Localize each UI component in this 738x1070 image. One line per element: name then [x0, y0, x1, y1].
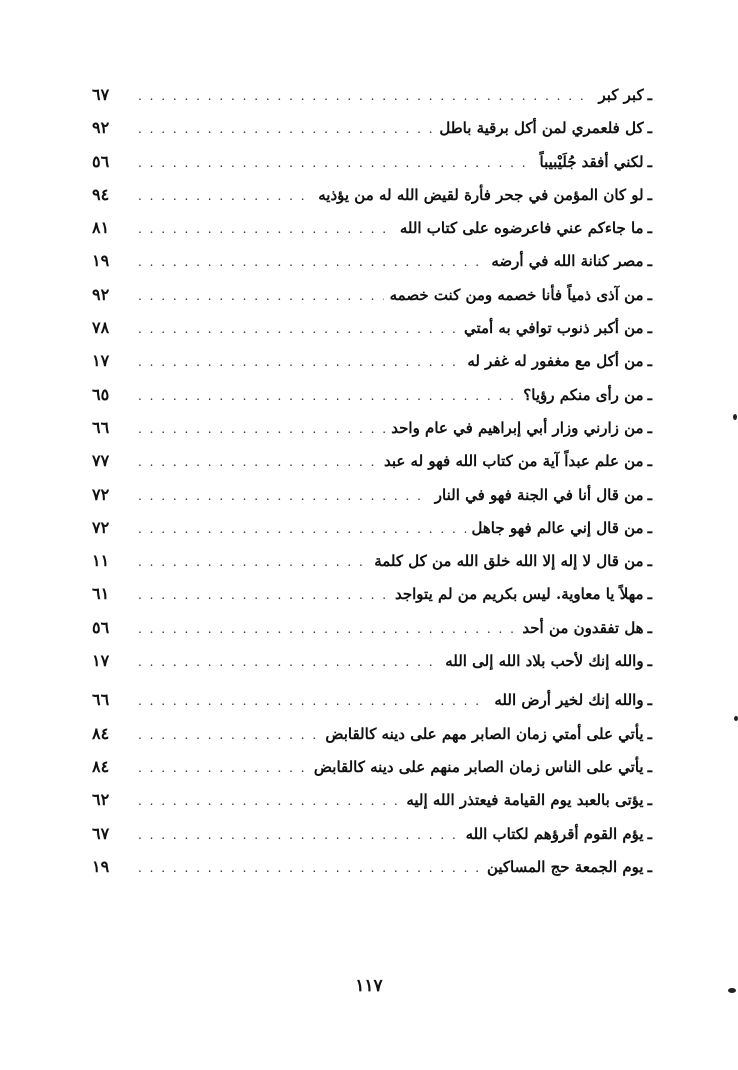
entry-page-number: ٩٢ [92, 284, 110, 304]
entry-page-number: ٦٧ [92, 823, 110, 843]
entry-page-number: ١٩ [92, 856, 110, 876]
dot-leader [138, 346, 461, 379]
dot-leader [138, 752, 308, 785]
entry-dash: ـ [647, 552, 652, 571]
entry-page-number: ٧٢ [92, 484, 110, 504]
entry-page-number: ١١ [92, 551, 110, 571]
dot-leader [138, 480, 429, 513]
index-entry [92, 783, 652, 816]
hadith-index-list [92, 78, 652, 883]
entry-title: والله إنك لخير أرض الله [494, 691, 644, 710]
index-entry [92, 278, 652, 311]
index-entry [92, 644, 652, 677]
entry-title: والله إنك لأحب بلاد الله إلى الله [445, 652, 644, 671]
entry-page-number: ٧٨ [92, 318, 110, 338]
index-entry [92, 511, 652, 544]
entry-page-number: ٥٦ [92, 151, 110, 171]
index-entry [92, 378, 652, 411]
dot-leader [138, 613, 516, 646]
entry-dash: ـ [647, 152, 652, 171]
entry-page-number: ٨١ [92, 218, 110, 238]
scan-speck [733, 414, 737, 420]
entry-dash: ـ [647, 691, 652, 710]
dot-leader [138, 446, 378, 479]
index-entry [92, 211, 652, 244]
entry-dash: ـ [647, 791, 652, 810]
entry-title: من علم عبداً آية من كتاب الله فهو له عبد [383, 452, 644, 471]
entry-title: من آذى ذمياً فأنا خصمه ومن كنت خصمه [389, 285, 644, 304]
index-entry [92, 817, 652, 850]
entry-dash: ـ [647, 757, 652, 776]
index-entry [92, 444, 652, 477]
entry-page-number: ١٧ [92, 651, 110, 671]
dot-leader [138, 180, 312, 213]
entry-title: يأتي على الناس زمان الصابر منهم على دينه كالقابض [313, 757, 644, 776]
entry-title: لكني أفقد جُلَيْبيباً [539, 152, 644, 171]
entry-title: من أكبر ذنوب توافي به أمتي [463, 319, 644, 338]
entry-dash: ـ [647, 385, 652, 404]
index-entry [92, 78, 652, 111]
index-entry [92, 750, 652, 783]
entry-title: من قال لا إله إلا الله خلق الله من كل كلمة [374, 552, 644, 571]
entry-page-number: ٦١ [92, 584, 110, 604]
page-number: ١١٧ [355, 976, 383, 996]
dot-leader [138, 852, 481, 885]
entry-dash: ـ [647, 652, 652, 671]
dot-leader [138, 819, 460, 852]
entry-page-number: ٦٢ [92, 790, 110, 810]
scan-speck [728, 988, 736, 993]
entry-title: من زارني وزار أبي إبراهيم في عام واحد [391, 418, 644, 437]
dot-leader [138, 313, 458, 346]
entry-page-number: ٩٢ [92, 118, 110, 138]
entry-dash: ـ [647, 585, 652, 604]
entry-page-number: ٦٥ [92, 384, 110, 404]
dot-leader [138, 579, 389, 612]
entry-title: من قال إني عالم فهو جاهل [471, 518, 644, 537]
entry-page-number: ٥٦ [92, 617, 110, 637]
entry-dash: ـ [647, 285, 652, 304]
index-entry [92, 478, 652, 511]
entry-dash: ـ [647, 319, 652, 338]
entry-title: كل فلعمري لمن أكل برقية باطل [439, 119, 644, 138]
entry-dash: ـ [647, 352, 652, 371]
entry-title: من رأى منكم رؤيا؟ [523, 385, 644, 404]
entry-dash: ـ [647, 618, 652, 637]
dot-leader [138, 147, 534, 180]
entry-title: مهلاً يا معاوية. ليس بكريم من لم يتواجد [394, 585, 644, 604]
dot-leader [138, 380, 517, 413]
index-entry [92, 611, 652, 644]
dot-leader [138, 785, 400, 818]
entry-page-number: ١٧ [92, 351, 110, 371]
entry-page-number: ٧٢ [92, 517, 110, 537]
index-entry [92, 178, 652, 211]
dot-leader [138, 646, 439, 679]
dot-leader [138, 719, 319, 752]
index-entry [92, 344, 652, 377]
dot-leader [138, 280, 384, 313]
index-entry [92, 577, 652, 610]
entry-dash: ـ [647, 724, 652, 743]
entry-dash: ـ [647, 119, 652, 138]
entry-dash: ـ [647, 485, 652, 504]
entry-dash: ـ [647, 857, 652, 876]
index-entry [92, 145, 652, 178]
index-entry [92, 717, 652, 750]
entry-title: يوم الجمعة حج المساكين [486, 857, 644, 876]
entry-page-number: ١٩ [92, 251, 110, 271]
entry-dash: ـ [647, 219, 652, 238]
entry-title: من أكل مع مغفور له غفر له [467, 352, 644, 371]
dot-leader [138, 213, 394, 246]
entry-page-number: ٦٧ [92, 85, 110, 104]
entry-dash: ـ [647, 418, 652, 437]
entry-title: ما جاءكم عني فاعرضوه على كتاب الله [399, 219, 644, 238]
entry-dash: ـ [647, 252, 652, 271]
entry-title: يؤتى بالعبد يوم القيامة فيعتذر الله إليه [406, 791, 644, 810]
entry-page-number: ٦٦ [92, 690, 110, 710]
entry-title: لو كان المؤمن في جحر فأرة لقيض الله له من يؤذيه [318, 185, 644, 204]
dot-leader [138, 513, 466, 546]
dot-leader [138, 546, 368, 579]
index-entry [92, 111, 652, 144]
scan-speck [734, 716, 738, 721]
entry-page-number: ٦٦ [92, 417, 110, 437]
entry-page-number: ٧٧ [92, 451, 110, 471]
entry-page-number: ٩٤ [92, 184, 110, 204]
index-entry [92, 544, 652, 577]
dot-leader [138, 113, 433, 146]
entry-dash: ـ [647, 518, 652, 537]
dot-leader [138, 80, 592, 113]
entry-title: هل تفقدون من أحد [522, 618, 644, 637]
entry-title: يؤم القوم أقرؤهم لكتاب الله [465, 824, 644, 843]
entry-title: مصر كنانة الله في أرضه [491, 252, 644, 271]
entry-title: من قال أنا في الجنة فهو في النار [434, 485, 644, 504]
entry-dash: ـ [647, 185, 652, 204]
entry-dash: ـ [647, 824, 652, 843]
entry-dash: ـ [647, 86, 652, 104]
index-entry [92, 850, 652, 883]
entry-page-number: ٨٤ [92, 723, 110, 743]
entry-title: كبر كبر [598, 86, 644, 104]
index-entry [92, 244, 652, 277]
entry-page-number: ٨٤ [92, 756, 110, 776]
index-entry [92, 411, 652, 444]
index-entry [92, 683, 652, 716]
dot-leader [138, 246, 485, 279]
entry-dash: ـ [647, 452, 652, 471]
index-entry [92, 311, 652, 344]
dot-leader [138, 685, 488, 718]
dot-leader [138, 413, 385, 446]
entry-title: يأتي على أمتي زمان الصابر مهم على دينه كالقابض [325, 724, 644, 743]
